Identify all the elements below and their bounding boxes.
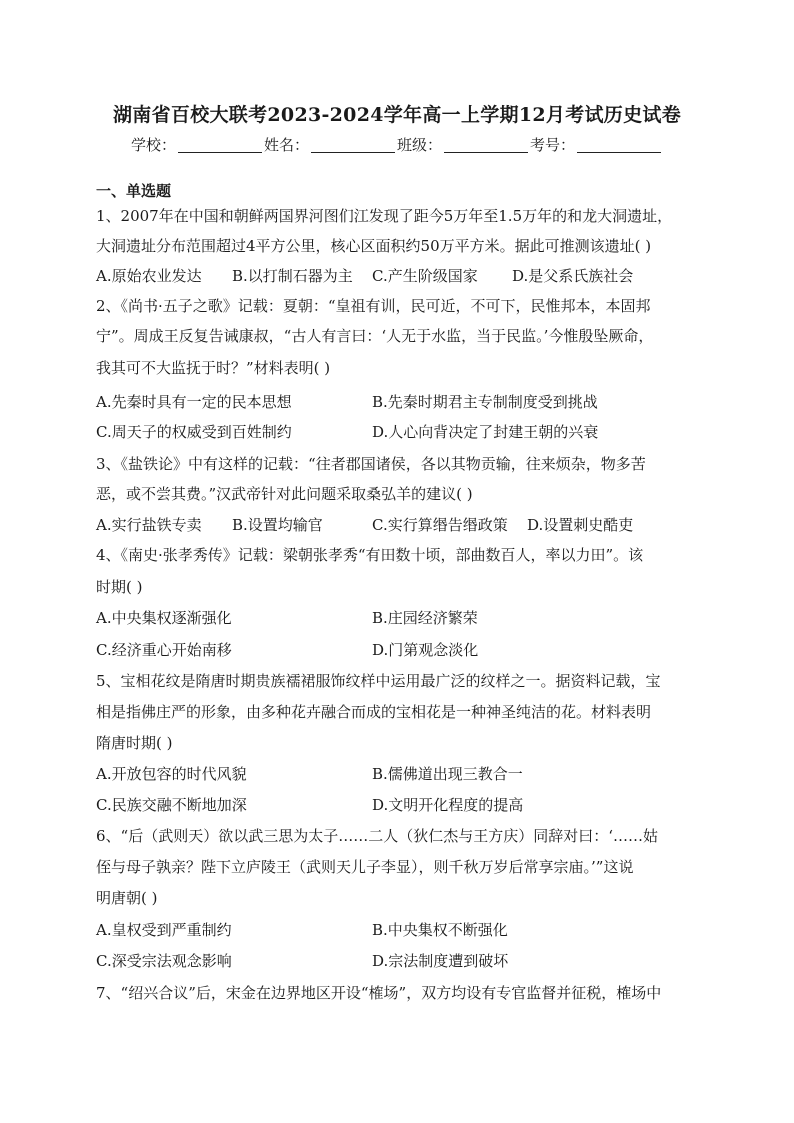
question-6-option-c: C.深受宗法观念影响 (96, 952, 232, 970)
question-4-option-c: C.经济重心开始南移 (96, 641, 232, 659)
question-4-line-1: 4、《南史·张孝秀传》记载：梁朝张孝秀“有田数十顷，部曲数百人，率以力田”。该 (96, 546, 644, 564)
question-6-option-b: B.中央集权不断强化 (372, 921, 508, 939)
question-1-option-b: B.以打制石器为主 (232, 267, 353, 285)
question-1-option-d: D.是父系氏族社会 (512, 267, 634, 285)
question-3-option-a: A.实行盐铁专卖 (96, 516, 202, 534)
question-5-option-c: C.民族交融不断地加深 (96, 796, 247, 814)
question-6-option-a: A.皇权受到严重制约 (96, 921, 232, 939)
question-1-option-c: C.产生阶级国家 (372, 267, 478, 285)
question-4-line-2: 时期( ) (96, 578, 143, 596)
question-2-line-3: 我其可不大监抚于时？”材料表明( ) (96, 359, 331, 377)
question-2-option-d: D.人心向背决定了封建王朝的兴衰 (372, 423, 599, 441)
section-title: 一、单选题 (96, 182, 172, 200)
question-1-option-a: A.原始农业发达 (96, 267, 202, 285)
class-blank[interactable] (444, 136, 528, 153)
question-5-option-a: A.开放包容的时代风貌 (96, 765, 247, 783)
school-blank[interactable] (178, 136, 262, 153)
exam-number-blank[interactable] (577, 136, 661, 153)
name-label: 姓名： (263, 136, 309, 154)
question-3-option-b: B.设置均输官 (232, 516, 323, 534)
student-info-row (0, 132, 794, 158)
question-4-option-b: B.庄园经济繁荣 (372, 609, 478, 627)
question-1-line-1: 1、2007年在中国和朝鲜两国界河图们江发现了距今5万年至1.5万年的和龙大洞遗址， (96, 207, 673, 225)
question-2-option-a: A.先秦时具有一定的民本思想 (96, 393, 292, 411)
question-3-line-1: 3、《盐铁论》中有这样的记载：“往者郡国诸侯，各以其物贡输，往来烦杂，物多苦 (96, 455, 646, 473)
question-7-line-1: 7、“绍兴合议”后，宋金在边界地区开设“榷场”，双方均设有专官监督并征税，榷场中 (96, 984, 662, 1002)
question-5-line-3: 隋唐时期( ) (96, 734, 173, 752)
question-6-option-d: D.宗法制度遭到破坏 (372, 952, 509, 970)
question-2-line-1: 2、《尚书·五子之歌》记载：夏朝：“皇祖有训，民可近，不可下，民惟邦本，本固邦 (96, 297, 651, 315)
question-3-line-2: 恶，或不尝其费。”汉武帝针对此问题采取桑弘羊的建议( ) (96, 485, 473, 503)
question-6-line-1: 6、“后（武则天）欲以武三思为太子……二人（狄仁杰与王方庆）同辞对曰：‘……姑 (96, 827, 658, 845)
question-6-line-2: 侄与母子孰亲？陛下立庐陵王（武则天儿子李显），则千秋万岁后常享宗庙。’”这说 (96, 858, 634, 876)
question-4-option-d: D.门第观念淡化 (372, 641, 479, 659)
question-6-line-3: 明唐朝( ) (96, 889, 158, 907)
question-5-line-2: 相是指佛庄严的形象，由多种花卉融合而成的宝相花是一种神圣纯洁的花。材料表明 (96, 703, 652, 721)
school-label: 学校： (130, 136, 176, 154)
class-label: 班级： (397, 136, 443, 154)
name-blank[interactable] (311, 136, 395, 153)
question-4-option-a: A.中央集权逐渐强化 (96, 609, 232, 627)
question-5-option-b: B.儒佛道出现三教合一 (372, 765, 523, 783)
exam-number-label: 考号： (530, 136, 576, 154)
question-3-option-d: D.设置刺史酷吏 (527, 516, 634, 534)
question-3-option-c: C.实行算缗告缗政策 (372, 516, 508, 534)
question-5-option-d: D.文明开化程度的提高 (372, 796, 524, 814)
question-2-option-b: B.先秦时期君主专制制度受到挑战 (372, 393, 598, 411)
question-2-option-c: C.周天子的权威受到百姓制约 (96, 423, 292, 441)
question-5-line-1: 5、宝相花纹是隋唐时期贵族襦裙服饰纹样中运用最广泛的纹样之一。据资料记载，宝 (96, 672, 661, 690)
question-1-line-2: 大洞遗址分布范围超过4平方公里，核心区面积约50万平方米。据此可推测该遗址( ) (96, 237, 652, 255)
question-2-line-2: 宁”。周成王反复告诫康叔，“古人有言曰：‘人无于水监，当于民监。’今惟殷坠厥命， (96, 327, 654, 345)
exam-title: 湖南省百校大联考2023-2024学年高一上学期12月考试历史试卷 (113, 104, 681, 126)
